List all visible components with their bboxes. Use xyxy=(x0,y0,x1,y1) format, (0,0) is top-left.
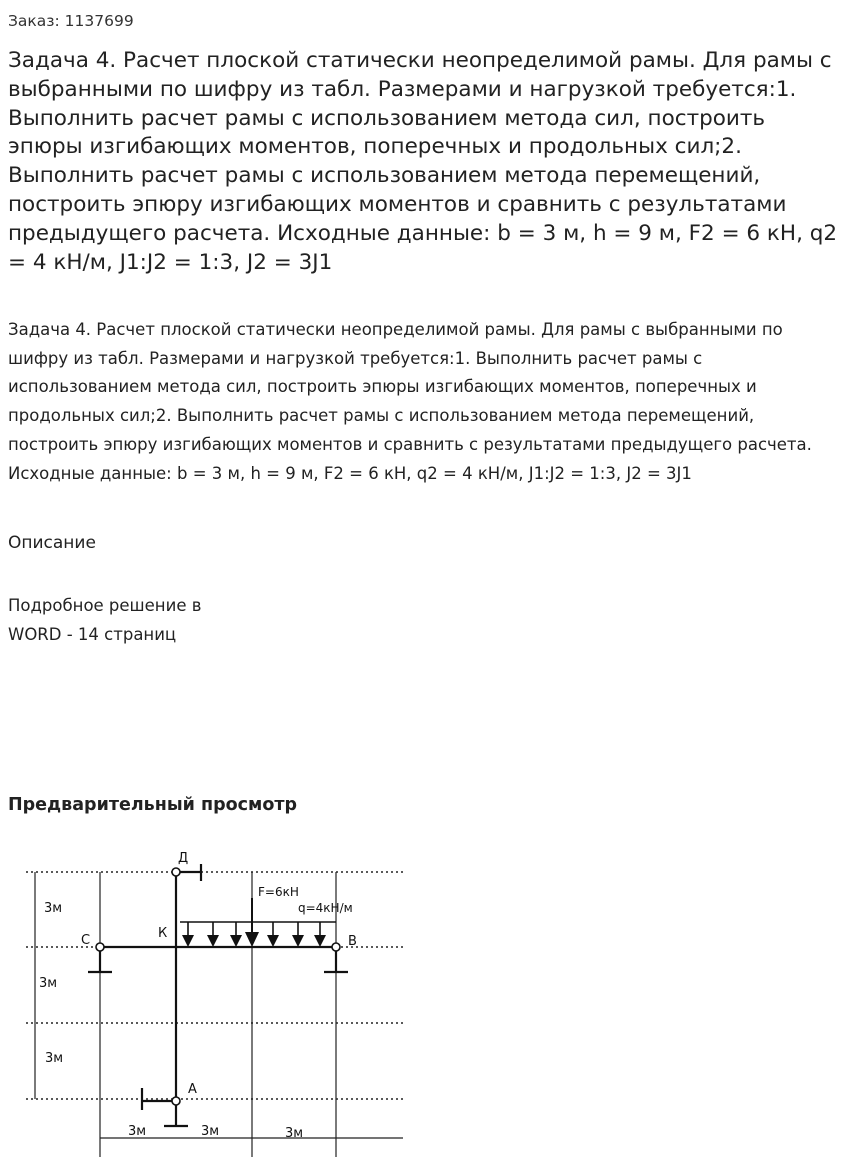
hinge-d xyxy=(172,868,180,876)
dimension-label-h3: 3м xyxy=(285,1126,304,1141)
description-heading: Описание xyxy=(8,533,96,553)
hinge-a xyxy=(172,1097,180,1105)
load-arrow-head xyxy=(230,935,242,947)
load-arrow-head xyxy=(207,935,219,947)
force-label: F=6кН xyxy=(258,885,299,899)
node-a-label: А xyxy=(188,1082,197,1097)
preview-heading: Предварительный просмотр xyxy=(8,795,298,815)
node-c-label: С xyxy=(81,933,91,948)
distributed-load-label: q=4кН/м xyxy=(298,901,353,915)
description-text: Подробное решение в WORD - 14 страниц xyxy=(8,596,202,644)
load-arrow-head xyxy=(314,935,326,947)
order-number: Заказ: 1137699 xyxy=(8,12,134,30)
dimension-label-v2: 3м xyxy=(39,976,58,991)
dimension-label-h1: 3м xyxy=(128,1124,147,1139)
node-k-label: К xyxy=(158,926,168,941)
node-d-label: Д xyxy=(178,851,189,866)
frame-diagram xyxy=(8,840,408,1157)
task-title: Задача 4. Расчет плоской статически неопределимой рамы. Для рамы с выбранными по шифру из табл. Размерами и нагрузкой требуется:1. Выполнить расчет рамы с использованием метода сил, построить эпюры изгибающих моментов, поперечных и продольных сил;2. Выполнить расчет рамы с использованием метода перемещений, построить эпюру изгибающих моментов и сравнить с результатами предыдущего расчета. Исходные данные: b = 3 м, h = 9 м, F2 = 6 кН, q2 = 4 кН/м, J1:J2 = 1:3, J2 = 3J1 xyxy=(8,48,838,275)
load-arrow-head xyxy=(267,935,279,947)
task-description: Задача 4. Расчет плоской статически неопределимой рамы. Для рамы с выбранными по шифру из табл. Размерами и нагрузкой требуется:1. Выполнить расчет рамы с использованием метода сил, построить эпюры изгибающих моментов, поперечных и продольных сил;2. Выполнить расчет рамы с использованием метода перемещений, построить эпюру изгибающих моментов и сравнить с результатами предыдущего расчета. Исходные данные: b = 3 м, h = 9 м, F2 = 6 кН, q2 = 4 кН/м, J1:J2 = 1:3, J2 = 3J1 xyxy=(8,320,812,483)
frame-diagram-preview xyxy=(8,840,408,1157)
load-arrow-head xyxy=(292,935,304,947)
dimension-label-v1: 3м xyxy=(44,901,63,916)
dimension-label-h2: 3м xyxy=(201,1124,220,1139)
hinge-c xyxy=(96,943,104,951)
hinge-b xyxy=(332,943,340,951)
load-arrow-head xyxy=(182,935,194,947)
node-b-label: В xyxy=(348,934,357,949)
dimension-label-v3: 3м xyxy=(45,1051,64,1066)
force-f-arrow-head xyxy=(245,932,259,947)
